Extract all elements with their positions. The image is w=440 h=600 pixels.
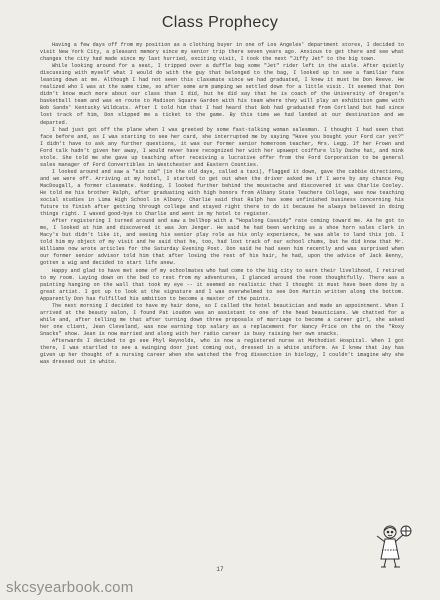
page-title: Class Prophecy xyxy=(161,14,279,31)
paragraph: After registering I turned around and saw a bellhop with a "Hopalong Cassidy" rate coming toward me. As he got to me, I looked at him and discovered it was Jon Jenger. He said he had been working as a shoe horn sales clerk in Macy's but didn't like it, and seeing his senior play role as his only experience, he was able to land this job. I told him my object of my visit and he said that he, too, had lost track of our school chums, but he did know that Mr. Williams now wrote articles for the Saturday Evening Post. Don said he had seen him recently and was surprised when our former senior advisor told him that after losing the rest of his hair, he had, upon the advice of Jack Benny, gotten a wig and decided to start life anew. xyxy=(40,218,404,267)
paragraph: The next morning I decided to have my hair done, so I called the hotel beautician and made an appointment. When I arrived at the beauty salon, I found Pat Loudon was an assistant to one of the head beauticians. We chatted for a while and, after telling me that after turning down three proposals of marriage to become a career girl, she asked her one client, Jean Cleveland, was now earning top salary as a replacement for Nancy Price on the on the "Roxy Snacks" show. Jean is now married and along with her radio career is busy raising her own snacks. xyxy=(40,302,404,337)
paragraph: While looking around for a seat, I tripped over a duffle bag some "Jet" rider left in the aisle. After quietly discussing with myself what I would do with the guy that belonged to the bag, I looked up to see a familiar face leaning down at me. Although I had not seen this classmate since we had graduated, I knew it must be Don Reeve. He realized who I was at the same time, so after some arm pumping we settled down for a little visit. It seemed that Don didn't know much more about our class than I did, but he did say that he is coach of the University of Oregon's basketball team and was en route to Madison Square Garden with his team where they will play an exhibition game with Bob Sands' Kentucky Wildcats. After I told him that I had heard that Bob had graduated from Cortland but had since lost track of him, Don slipped me a ticket to the game. By this time we had landed at our destination and we departed. xyxy=(40,63,404,126)
cartoon-figure-icon xyxy=(372,522,414,570)
paragraph: Happy and glad to have met some of my schoolmates who had come to the big city to earn their livelihood, I retired to my room. Laying down on the bed to rest from my adventures, I glanced around the room thoughtfully. There was a painting hanging on the wall that took my eye -- it seemed so realistic that I thought it must have been done by a great artist. I got up to look at the signature and I was overwhelmed to see Don Martin written along the bottom. Apparently Don has fulfilled his ambition to become a master of the paints. xyxy=(40,267,404,302)
page-number: 17 xyxy=(216,566,224,573)
site-watermark: skcsyearbook.com xyxy=(6,579,134,596)
prophecy-text xyxy=(40,42,404,558)
paragraph: Having a few days off from my position as a clothing buyer in one of Los Angeles' department stores, I decided to visit New York City, a pleasant memory since my senior trip there seven years ago. Anxious to get there and see what changes the city had made since my last hurried, exciting visit, I took the next "Jiffy Jet" to the big town. xyxy=(40,42,404,63)
paragraph: I had just got off the plane when I was greeted by some fast-talking woman salesman. I thought I had seen that face before and, as I was starting to see her card, she interrupted me by saying "Have you bought your Ford car yet?" I didn't have to ask any further questions, it was our former senior homeroom teacher, Mrs. Legg. If her Frown and Ford talk hadn't given her away, I would never have recognized her with her upswept coiffure lily Dache hat, and mink stole. She told me she gave up teaching after receiving a lucrative offer from the Ford Corporation to be general sales manager of Ford Convertibles in Westchester and Eastern Counties. xyxy=(40,126,404,168)
paragraph: I looked around and saw a "six cab" (in the old days, called a taxi), flagged it down, gave the cabbie directions, and we were off. Arriving at my hotel, I started to get out when the driver asked me if I were by any chance Peg MacDougall, a former classmate. Nodding, I looked further behind the moustache and discovered it was Charlie Cooley. He told me his brother Ralph, after graduating with high honors from Albany State Teachers College, was now teaching social studies in Lima High School in Albany. Charlie said that Ralph has some unfinished business concerning his future to finish after getting through college and stayed right there to do it because he always believed in doing things right. I waved good-bye to Charlie and went in my hotel to register. xyxy=(40,168,404,218)
paragraph: Afterwards I decided to go see Phyl Reynolds, who is now a registered nurse at Methodist Hospital. When I got there, I was startled to see a swinging door just coming out, dressed in a white uniform. As I knew that Jay has given up her thought of a nursing career when she watched the frog dissection in biology, I couldn't imagine why she was dressed out in white. xyxy=(40,337,404,366)
